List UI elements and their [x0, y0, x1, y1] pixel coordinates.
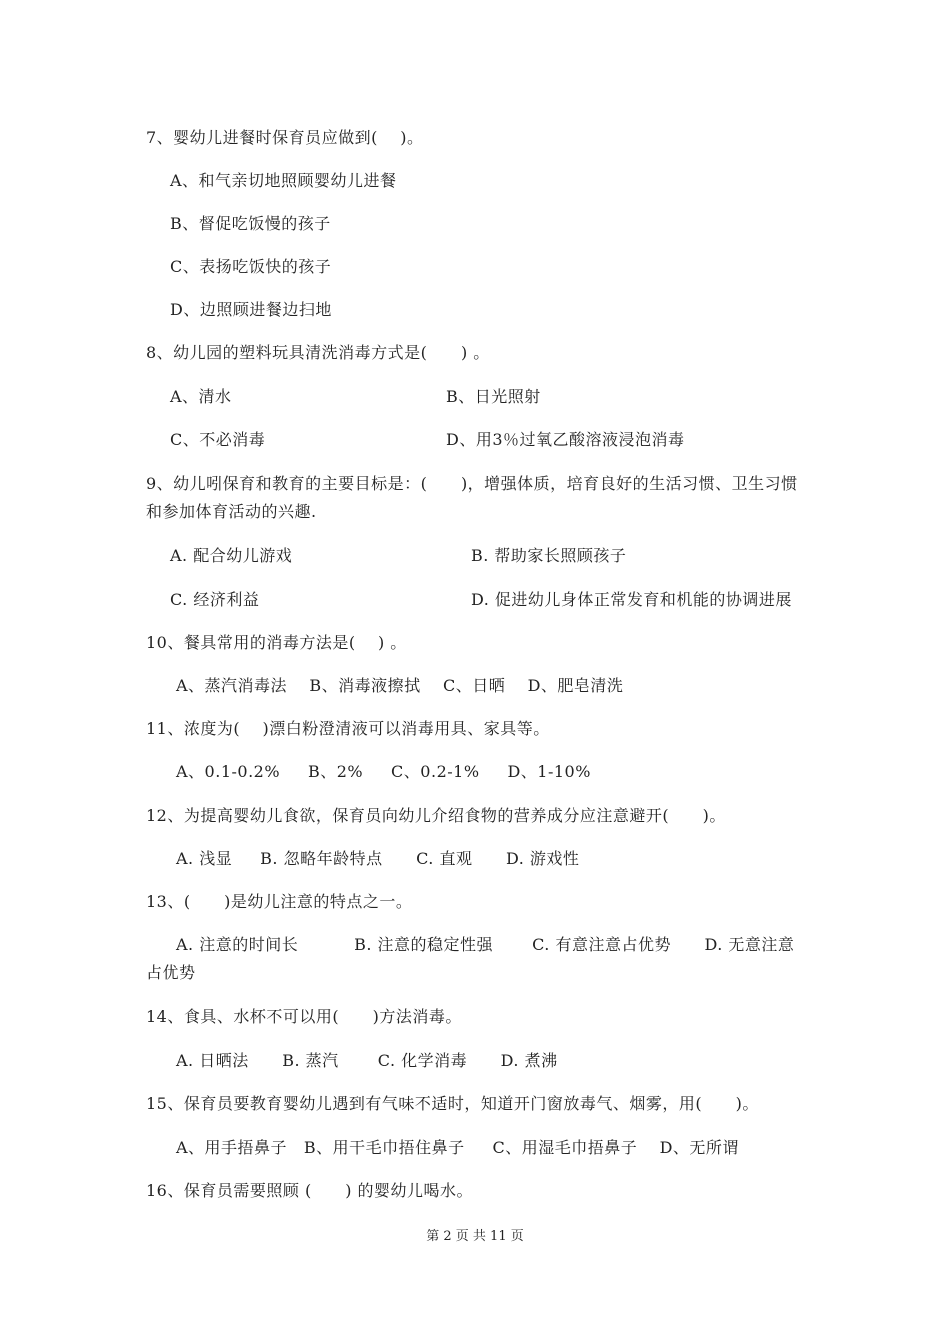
q9-option-d: D. 促进幼儿身体正常发育和机能的协调进展: [471, 590, 792, 609]
q9-option-c: C. 经济利益: [170, 590, 260, 609]
question-15: 15、保育员要教育婴幼儿遇到有气味不适时，知道开门窗放毒气、烟雾，用( )。: [146, 1094, 759, 1113]
q11-options: A、0.1-0.2% B、2% C、0.2-1% D、1-10%: [176, 762, 591, 781]
q9-option-b: B. 帮助家长照顾孩子: [471, 546, 627, 565]
question-11: 11、浓度为( )漂白粉澄清液可以消毒用具、家具等。: [146, 719, 550, 738]
q15-options: A、用手捂鼻子 B、用干毛巾捂住鼻子 C、用湿毛巾捂鼻子 D、无所谓: [176, 1138, 739, 1157]
q7-option-a: A、和气亲切地照顾婴幼儿进餐: [170, 171, 397, 190]
q10-options: A、蒸汽消毒法 B、消毒液擦拭 C、日晒 D、肥皂清洗: [176, 676, 624, 695]
q8-option-c: C、不必消毒: [170, 430, 266, 449]
page-footer: 第 2 页 共 11 页: [426, 1229, 524, 1244]
question-8: 8、幼儿园的塑料玩具清洗消毒方式是( ) 。: [146, 343, 490, 362]
question-10: 10、餐具常用的消毒方法是( ) 。: [146, 633, 407, 652]
q8-option-a: A、清水: [170, 387, 232, 406]
q13-options-line-1: A. 注意的时间长 B. 注意的稳定性强 C. 有意注意占优势 D. 无意注意: [176, 935, 795, 954]
q7-option-b: B、督促吃饭慢的孩子: [170, 214, 331, 233]
q13-options-line-2: 占优势: [146, 963, 196, 982]
question-9-line-1: 9、幼儿吲保育和教育的主要目标是：( )，增强体质，培育良好的生活习惯、卫生习惯: [146, 474, 798, 493]
q8-option-b: B、日光照射: [446, 387, 541, 406]
question-7: 7、婴幼儿进餐时保育员应做到( )。: [146, 128, 424, 147]
question-16: 16、保育员需要照顾 ( ) 的婴幼儿喝水。: [146, 1181, 474, 1200]
question-14: 14、食具、水杯不可以用( )方法消毒。: [146, 1007, 462, 1026]
question-12: 12、为提高婴幼儿食欲，保育员向幼儿介绍食物的营养成分应注意避开( )。: [146, 806, 726, 825]
q9-option-a: A. 配合幼儿游戏: [170, 546, 293, 565]
q14-options: A. 日晒法 B. 蒸汽 C. 化学消毒 D. 煮沸: [176, 1051, 558, 1070]
question-9-line-2: 和参加体育活动的兴趣.: [146, 502, 317, 521]
question-13: 13、( )是幼儿注意的特点之一。: [146, 892, 413, 911]
q7-option-c: C、表扬吃饭快的孩子: [170, 257, 332, 276]
q7-option-d: D、边照顾进餐边扫地: [170, 300, 332, 319]
q12-options: A. 浅显 B. 忽略年龄特点 C. 直观 D. 游戏性: [176, 849, 580, 868]
q8-option-d: D、用3％过氧乙酸溶液浸泡消毒: [446, 430, 685, 449]
